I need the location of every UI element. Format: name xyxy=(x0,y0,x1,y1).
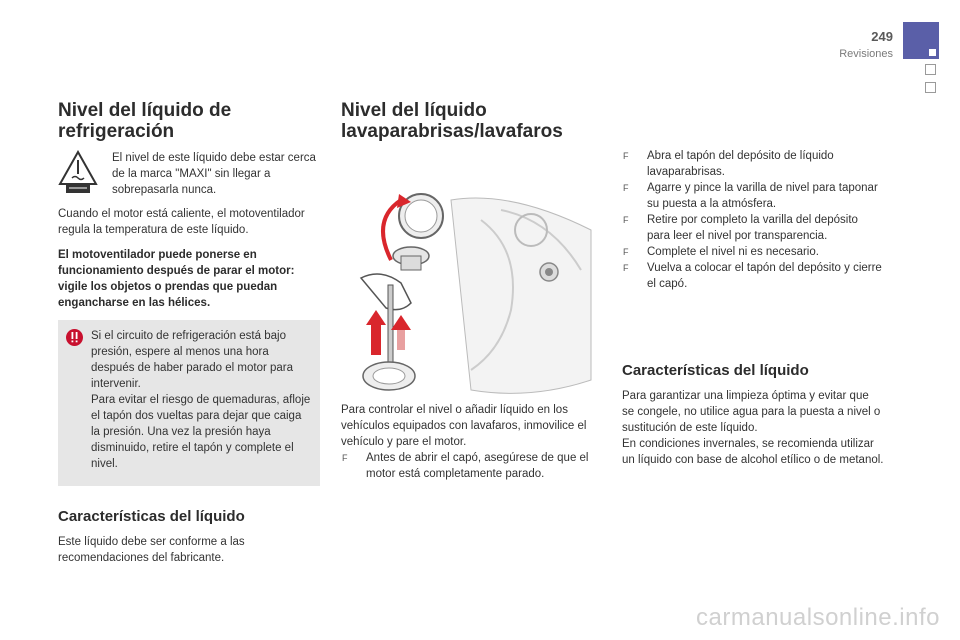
bullet-icon: F xyxy=(623,247,629,257)
coolant-warning xyxy=(58,150,320,198)
fan-warning-text: El motoventilador puede ponerse en funcionamiento después de parar el motor: vigile los objetos o prendas que puedan engancharse en las hélices. xyxy=(58,249,295,309)
section-tab-active[interactable] xyxy=(903,22,939,59)
coolant-characteristics-title: Características del líquido xyxy=(58,508,245,525)
list-item: F Abra el tapón del depósito de líquido lavaparabrisas. xyxy=(623,150,834,178)
washer-characteristics-title: Características del líquido xyxy=(622,362,809,379)
section-tab[interactable] xyxy=(925,82,936,93)
washer-intro: Para controlar el nivel o añadir líquido en los vehículos equipados con lavafaros, inmovilice el vehículo y pare el motor. xyxy=(341,404,587,448)
bullet-icon: F xyxy=(623,215,629,225)
section-tab[interactable] xyxy=(925,64,936,75)
watermark: carmanualsonline.info xyxy=(696,604,940,631)
bullet-icon: F xyxy=(623,151,629,161)
alert-icon xyxy=(66,329,83,346)
page-number: 249 xyxy=(871,29,893,44)
hot-engine-text: Cuando el motor está caliente, el motoventilador regula la temperatura de este líquido. xyxy=(58,208,305,236)
list-item: F Complete el nivel ni es necesario. xyxy=(623,246,819,258)
pressure-alert-box xyxy=(58,320,320,486)
washer-reservoir-illustration xyxy=(341,190,601,396)
tab-marker xyxy=(929,49,936,56)
list-item: F Vuelva a colocar el tapón del depósito y cierre el capó. xyxy=(623,262,882,290)
alert-text-2: Para evitar el riesgo de quemaduras, afloje el tapón dos vueltas para dejar que caiga la presión. Una vez la presión haya disminuido, retire el tapón y complete el nivel. xyxy=(91,394,311,470)
page-header xyxy=(839,30,893,61)
washer-steps-section xyxy=(622,148,884,468)
bullet-icon: F xyxy=(342,453,348,463)
section-name: Revisiones xyxy=(839,48,893,60)
list-item: F Antes de abrir el capó, asegúrese de que el motor está completamente parado. xyxy=(342,452,589,480)
washer-characteristics-text-1: Para garantizar una limpieza óptima y evitar que se congele, no utilice agua para la puesta a nivel o sustitución de este líquido. xyxy=(622,390,881,434)
washer-section xyxy=(341,100,606,482)
washer-characteristics-text-2: En condiciones invernales, se recomienda utilizar un líquido con base de alcohol etílico o de metanol. xyxy=(622,438,884,466)
bullet-icon: F xyxy=(623,263,629,273)
coolant-section xyxy=(58,100,320,575)
coolant-characteristics-text: Este líquido debe ser conforme a las recomendaciones del fabricante. xyxy=(58,536,245,564)
coolant-title: Nivel del líquido de refrigeración xyxy=(58,100,232,142)
washer-steps-list xyxy=(622,148,884,292)
coolant-warning-text: El nivel de este líquido debe estar cerca de la marca "MAXI" sin llegar a sobrepasarla nunca. xyxy=(112,152,316,196)
alert-text-1: Si el circuito de refrigeración está bajo presión, espere al menos una hora después de haber parado el motor para intervenir. xyxy=(91,330,294,390)
washer-intro-steps xyxy=(341,450,606,482)
hot-coolant-warning-icon xyxy=(58,150,98,194)
washer-title: Nivel del líquido lavaparabrisas/lavafaros xyxy=(341,100,563,142)
list-item: F Agarre y pince la varilla de nivel para taponar su puesta a la atmósfera. xyxy=(623,182,878,210)
list-item: F Retire por completo la varilla del depósito para leer el nivel por transparencia. xyxy=(623,214,858,242)
bullet-icon: F xyxy=(623,183,629,193)
